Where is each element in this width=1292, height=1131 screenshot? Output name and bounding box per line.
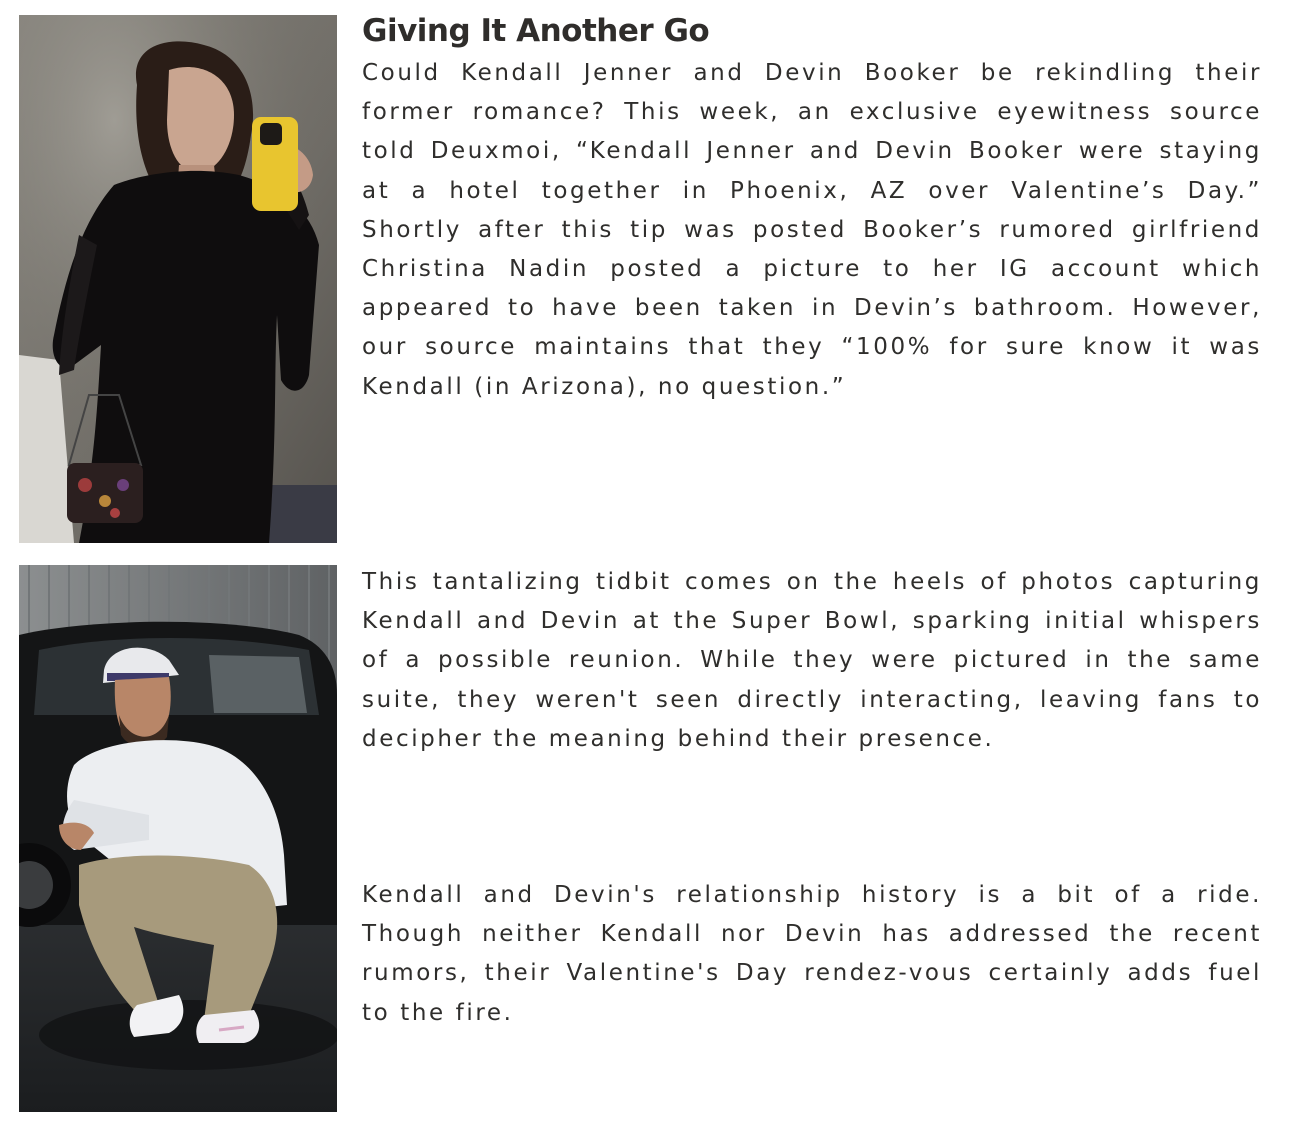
article-paragraph-3: Kendall and Devin's relationship history is a bit of a ride. Though neither Kendall nor Devin has addressed the recent rumors, their Valentine's Day rendez-vous certainly adds fuel to the fire.	[362, 882, 1262, 1026]
photo-mirror-selfie	[19, 15, 337, 543]
photo-crouching-by-car	[19, 565, 337, 1112]
article-headline: Giving It Another Go	[362, 13, 710, 49]
article-paragraph-2: This tantalizing tidbit comes on the heels of photos capturing Kendall and Devin at the Super Bowl, sparking initial whispers of a possible reunion. While they were pictured in the same suite, they weren't seen directly interacting, leaving fans to decipher the meaning behind their presence.	[362, 569, 1262, 752]
mirror-selfie-image	[19, 15, 337, 543]
crouching-man-image	[19, 565, 337, 1112]
article-paragraph-1: Could Kendall Jenner and Devin Booker be rekindling their former romance? This week, an exclusive eyewitness source told Deuxmoi, “Kendall Jenner and Devin Booker were staying at a hotel together in Phoenix, AZ over Valentine’s Day.” Shortly after this tip was posted Booker’s rumored girlfriend Christina Nadin posted a picture to her IG account which appeared to have been taken in Devin’s bathroom. However, our source maintains that they “100% for sure know it was Kendall (in Arizona), no question.”	[362, 60, 1262, 400]
